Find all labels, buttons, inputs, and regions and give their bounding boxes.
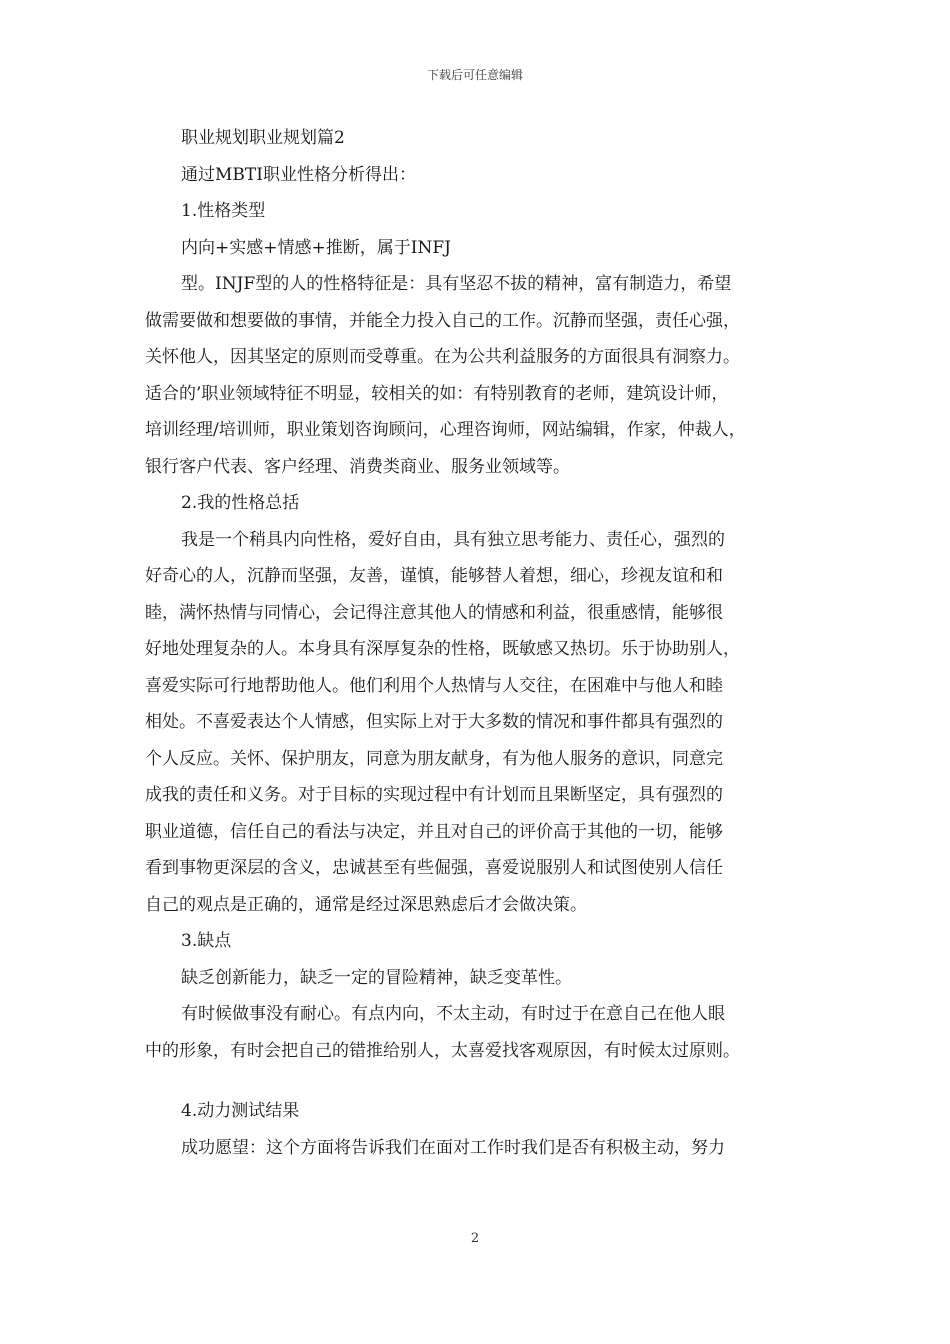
- paragraph-line: 我是一个稍具内向性格，爱好自由，具有独立思考能力、责任心，强烈的: [181, 529, 725, 550]
- blank-line: [145, 1069, 835, 1093]
- paragraph-line: 中的形象，有时会把自己的错推给别人，太喜爱找客观原因，有时候太过原则。: [145, 1040, 740, 1061]
- paragraph-line: 做需要做和想要做的事情，并能全力投入自己的工作。沉静而坚强，责任心强，: [145, 310, 740, 331]
- paragraph-line: 好奇心的人，沉静而坚强，友善，谨慎，能够替人着想，细心，珍视友谊和和: [145, 566, 723, 586]
- paragraph-line: 好地处理复杂的人。本身具有深厚复杂的性格，既敏感又热切。乐于协助别人，: [145, 639, 740, 659]
- paragraph-line: 喜爱实际可行地帮助他人。他们利用个人热情与人交往，在困难中与他人和睦: [145, 675, 723, 696]
- section-title: 职业规划职业规划篇2: [181, 128, 345, 148]
- paragraph-line: 睦，满怀热情与同情心，会记得注意其他人的情感和利益，很重感情，能够很: [145, 602, 723, 623]
- paragraph-line: 成我的责任和义务。对于目标的实现过程中有计划而且果断坚定，具有强烈的: [145, 785, 723, 805]
- document-body: [145, 120, 835, 1166]
- paragraph-line: 个人反应。关怀、保护朋友，同意为朋友献身，有为他人服务的意识，同意完: [145, 748, 723, 769]
- paragraph-line: 银行客户代表、客户经理、消费类商业、服务业领域等。: [145, 456, 570, 477]
- paragraph-line: 职业道德，信任自己的看法与决定，并且对自己的评价高于其他的一切，能够: [145, 821, 723, 842]
- heading-motivation-test: 4.动力测试结果: [181, 1101, 300, 1121]
- paragraph-line: 培训经理/培训师，职业策划咨询顾问，心理咨询师，网站编辑，作家，仲裁人，: [145, 420, 746, 440]
- page-header-note: 下载后可任意编辑: [426, 68, 523, 82]
- paragraph-line: 关怀他人，因其坚定的原则而受尊重。在为公共利益服务的方面很具有洞察力。: [145, 347, 740, 367]
- heading-personality-type: 1.性格类型: [181, 201, 266, 221]
- paragraph-line: 型。INJF型的人的性格特征是：具有坚忍不拔的精神，富有制造力，希望: [181, 274, 732, 294]
- paragraph-line: 内向+实感+情感+推断，属于INFJ: [181, 237, 451, 258]
- paragraph-line: 相处。不喜爱表达个人情感，但实际上对于大多数的情况和事件都具有强烈的: [145, 712, 723, 732]
- page-number: 2: [470, 1231, 480, 1246]
- paragraph-line: 成功愿望：这个方面将告诉我们在面对工作时我们是否有积极主动，努力: [181, 1137, 725, 1158]
- paragraph-line: 看到事物更深层的含义，忠诚甚至有些倔强，喜爱说服别人和试图使别人信任: [145, 858, 723, 878]
- paragraph-line: 有时候做事没有耐心。有点内向，不太主动，有时过于在意自己在他人眼: [181, 1004, 725, 1024]
- paragraph-line: 适合的’职业领域特征不明显，较相关的如：有特别教育的老师，建筑设计师，: [145, 383, 729, 404]
- paragraph-line: 自己的观点是正确的，通常是经过深思熟虑后才会做决策。: [145, 894, 587, 915]
- heading-personality-summary: 2.我的性格总括: [181, 493, 300, 513]
- paragraph-line: 缺乏创新能力，缺乏一定的冒险精神，缺乏变革性。: [181, 967, 572, 988]
- heading-weaknesses: 3.缺点: [181, 931, 232, 951]
- paragraph-line: 通过MBTI职业性格分析得出：: [181, 164, 416, 185]
